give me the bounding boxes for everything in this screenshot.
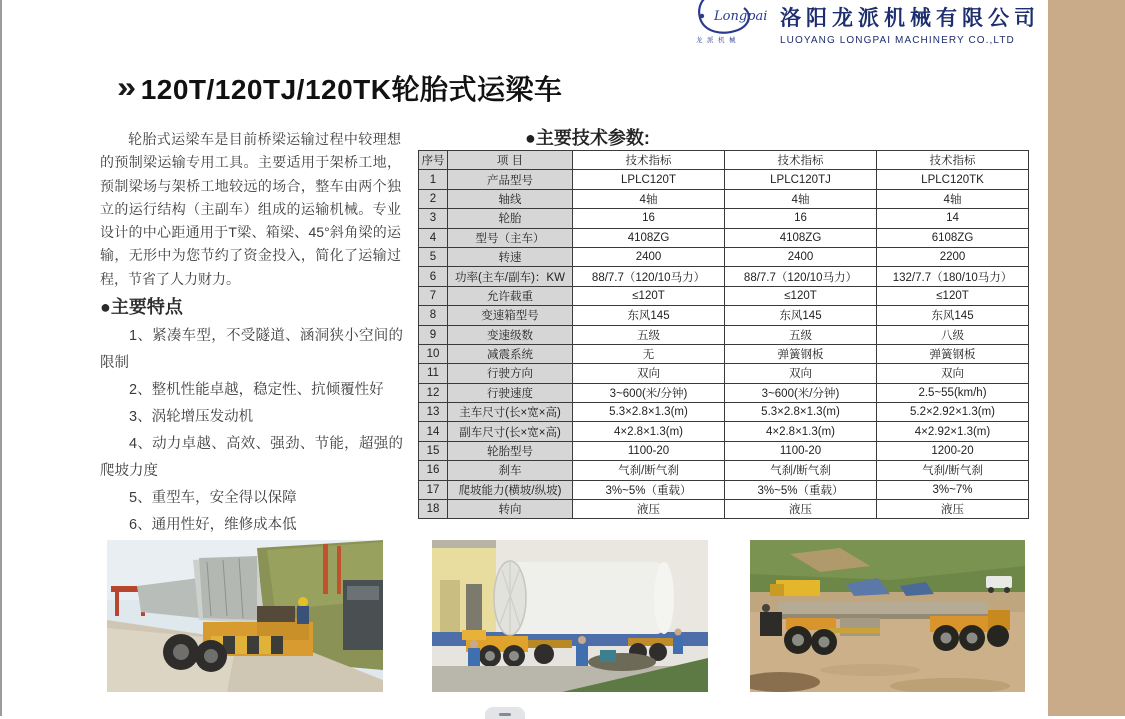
spec-table-body <box>419 151 1029 519</box>
spec-cell: 14 <box>877 209 1029 228</box>
spec-cell: 液压 <box>877 500 1029 519</box>
spec-cell: 弹簧钢板 <box>725 344 877 363</box>
company-name-cn: 洛阳龙派机械有限公司 <box>780 7 1040 30</box>
spec-cell: 12 <box>419 383 448 402</box>
table-row <box>419 344 1029 363</box>
spec-cell: 4×2.92×1.3(m) <box>877 422 1029 441</box>
spec-cell: 2.5~55(km/h) <box>877 383 1029 402</box>
table-row <box>419 500 1029 519</box>
spec-cell: 五级 <box>573 325 725 344</box>
spec-cell: 气刹/断气刹 <box>877 461 1029 480</box>
photo-beam-two-units-site <box>750 540 1025 692</box>
table-row <box>419 461 1029 480</box>
tank-cylinder <box>494 561 674 635</box>
spec-cell: 液压 <box>573 500 725 519</box>
company-logo <box>688 0 776 48</box>
spec-cell: 气刹/断气刹 <box>725 461 877 480</box>
spec-cell: 7 <box>419 286 448 305</box>
spec-cell: 4轴 <box>573 189 725 208</box>
spec-header-row <box>419 151 1029 170</box>
table-row <box>419 383 1029 402</box>
spec-cell: 行驶速度 <box>448 383 573 402</box>
spec-header-cell: 技术指标 <box>725 151 877 170</box>
spec-cell: 1 <box>419 170 448 189</box>
spec-cell: 11 <box>419 364 448 383</box>
spec-cell: 1100-20 <box>573 441 725 460</box>
spec-cell: LPLC120T <box>573 170 725 189</box>
spec-cell: 6108ZG <box>877 228 1029 247</box>
spec-cell: 液压 <box>725 500 877 519</box>
table-row <box>419 403 1029 422</box>
spec-cell: 双向 <box>725 364 877 383</box>
table-row <box>419 422 1029 441</box>
spec-cell: 产品型号 <box>448 170 573 189</box>
spec-header-cell: 技术指标 <box>573 151 725 170</box>
table-row <box>419 480 1029 499</box>
spec-cell: 弹簧钢板 <box>877 344 1029 363</box>
spec-cell: 4108ZG <box>725 228 877 247</box>
spec-cell: 4×2.8×1.3(m) <box>573 422 725 441</box>
spec-header-cell: 序号 <box>419 151 448 170</box>
table-row <box>419 170 1029 189</box>
spec-cell: 2400 <box>573 247 725 266</box>
spec-cell: ≤120T <box>877 286 1029 305</box>
svg-text:Longpai: Longpai <box>714 9 768 24</box>
spec-cell: 14 <box>419 422 448 441</box>
spec-cell: 爬坡能力(横坡/纵坡) <box>448 480 573 499</box>
spec-cell: 3%~7% <box>877 480 1029 499</box>
table-row <box>419 286 1029 305</box>
spec-cell: 4 <box>419 228 448 247</box>
intro-paragraph: 轮胎式运梁车是目前桥梁运输过程中较理想的预制梁运输专用工具。主要适用于架桥工地，预制梁场与架桥工地较远的场合，整车由两个独立的运行结构（主副车）组成的运输机械。专业设计的中心距通用于T梁、箱梁、45°斜角梁的运输，无形中为您节约了资金投入，简化了运输过程，节省了人力财力。 <box>100 131 401 287</box>
spec-cell: 无 <box>573 344 725 363</box>
longpai-logo-icon <box>688 0 776 48</box>
table-row <box>419 267 1029 286</box>
spec-cell: 2 <box>419 189 448 208</box>
spec-cell: 行驶方向 <box>448 364 573 383</box>
spec-cell: 东风145 <box>877 306 1029 325</box>
spec-cell: 功率(主车/副车)：KW <box>448 267 573 286</box>
feature-item: 4、动力卓越、高效、强劲、节能，超强的爬坡力度 <box>100 436 403 479</box>
spec-cell: 16 <box>725 209 877 228</box>
company-name-block <box>780 2 1040 46</box>
table-row <box>419 325 1029 344</box>
spec-cell: 1200-20 <box>877 441 1029 460</box>
spec-cell: 气刹/断气刹 <box>573 461 725 480</box>
spec-cell: 轴线 <box>448 189 573 208</box>
spec-cell: 132/7.7（180/10马力） <box>877 267 1029 286</box>
spec-cell: 16 <box>573 209 725 228</box>
table-row <box>419 441 1029 460</box>
spec-table <box>418 150 1029 519</box>
spec-cell: 5.3×2.8×1.3(m) <box>573 403 725 422</box>
spec-cell: 17 <box>419 480 448 499</box>
photo-cylinder-tank-transport <box>432 540 708 692</box>
title-row <box>118 68 563 108</box>
table-row <box>419 364 1029 383</box>
right-margin-band <box>1048 0 1125 716</box>
spec-cell: 16 <box>419 461 448 480</box>
spec-cell: 轮胎型号 <box>448 441 573 460</box>
table-row <box>419 306 1029 325</box>
spec-cell: 转向 <box>448 500 573 519</box>
spec-header-cell: 技术指标 <box>877 151 1029 170</box>
spec-cell: 13 <box>419 403 448 422</box>
spec-cell: 5 <box>419 247 448 266</box>
spec-cell: 双向 <box>877 364 1029 383</box>
front-bogie <box>930 610 1010 651</box>
table-row <box>419 209 1029 228</box>
spec-cell: 允许载重 <box>448 286 573 305</box>
specs-heading: ●主要技术参数: <box>525 128 650 148</box>
features-list <box>100 323 403 566</box>
spec-cell: 转速 <box>448 247 573 266</box>
spec-cell: 6 <box>419 267 448 286</box>
spec-cell: 88/7.7（120/10马力） <box>573 267 725 286</box>
worker-figure <box>297 597 309 624</box>
spec-cell: 减震系统 <box>448 344 573 363</box>
spec-cell: 型号（主车） <box>448 228 573 247</box>
page-title: 120T/120TJ/120TK轮胎式运梁车 <box>140 74 563 105</box>
table-row <box>419 228 1029 247</box>
spec-cell: 3%~5%（重载） <box>725 480 877 499</box>
spec-cell: 刹车 <box>448 461 573 480</box>
spec-cell: 1100-20 <box>725 441 877 460</box>
spec-cell: LPLC120TK <box>877 170 1029 189</box>
features-heading: ●主要特点 <box>100 297 183 317</box>
spec-cell: 5.3×2.8×1.3(m) <box>725 403 877 422</box>
spec-cell: 88/7.7（120/10马力） <box>725 267 877 286</box>
viewer-toolbar-handle[interactable] <box>485 707 525 719</box>
spec-cell: 5.2×2.92×1.3(m) <box>877 403 1029 422</box>
feature-item: 3、涡轮增压发动机 <box>129 409 254 425</box>
spec-cell: 2400 <box>725 247 877 266</box>
svg-text:龙派机械: 龙派机械 <box>696 37 740 44</box>
spec-header-cell: 项 目 <box>448 151 573 170</box>
spec-cell: 东风145 <box>573 306 725 325</box>
spec-cell: 双向 <box>573 364 725 383</box>
spec-cell: 2200 <box>877 247 1029 266</box>
spec-cell: 10 <box>419 344 448 363</box>
spec-cell: 3 <box>419 209 448 228</box>
double-chevron-icon: » <box>117 71 132 104</box>
spec-cell: 副车尺寸(长×宽×高) <box>448 422 573 441</box>
spec-cell: 东风145 <box>725 306 877 325</box>
feature-item: 5、重型车，安全得以保障 <box>129 490 297 506</box>
feature-item: 1、紧凑车型，不受隧道、涵洞狭小空间的限制 <box>100 328 403 371</box>
company-name-en: LUOYANG LONGPAI MACHINERY CO.,LTD <box>780 35 1015 46</box>
feature-item: 2、整机性能卓越，稳定性、抗倾覆性好 <box>129 382 384 398</box>
spec-cell: 变速级数 <box>448 325 573 344</box>
spec-cell: 变速箱型号 <box>448 306 573 325</box>
page-left-edge <box>0 0 2 716</box>
spec-cell: 15 <box>419 441 448 460</box>
spec-cell: 3%~5%（重载） <box>573 480 725 499</box>
toolbar-handle-icon <box>499 713 511 716</box>
spec-cell: 4轴 <box>877 189 1029 208</box>
spec-cell: 3~600(米/分钟) <box>573 383 725 402</box>
spec-cell: 4×2.8×1.3(m) <box>725 422 877 441</box>
spec-cell: 4108ZG <box>573 228 725 247</box>
feature-item: 6、通用性好，维修成本低 <box>129 517 297 533</box>
spec-cell: 五级 <box>725 325 877 344</box>
spec-cell: 主车尺寸(长×宽×高) <box>448 403 573 422</box>
spec-cell: 8 <box>419 306 448 325</box>
spec-cell: 4轴 <box>725 189 877 208</box>
photo-beam-transporter-road <box>107 540 383 692</box>
spec-cell: ≤120T <box>725 286 877 305</box>
spec-cell: 18 <box>419 500 448 519</box>
spec-cell: 9 <box>419 325 448 344</box>
spec-cell: 八级 <box>877 325 1029 344</box>
spec-cell: 轮胎 <box>448 209 573 228</box>
table-row <box>419 247 1029 266</box>
spec-cell: 3~600(米/分钟) <box>725 383 877 402</box>
spec-cell: ≤120T <box>573 286 725 305</box>
table-row <box>419 189 1029 208</box>
spec-cell: LPLC120TJ <box>725 170 877 189</box>
